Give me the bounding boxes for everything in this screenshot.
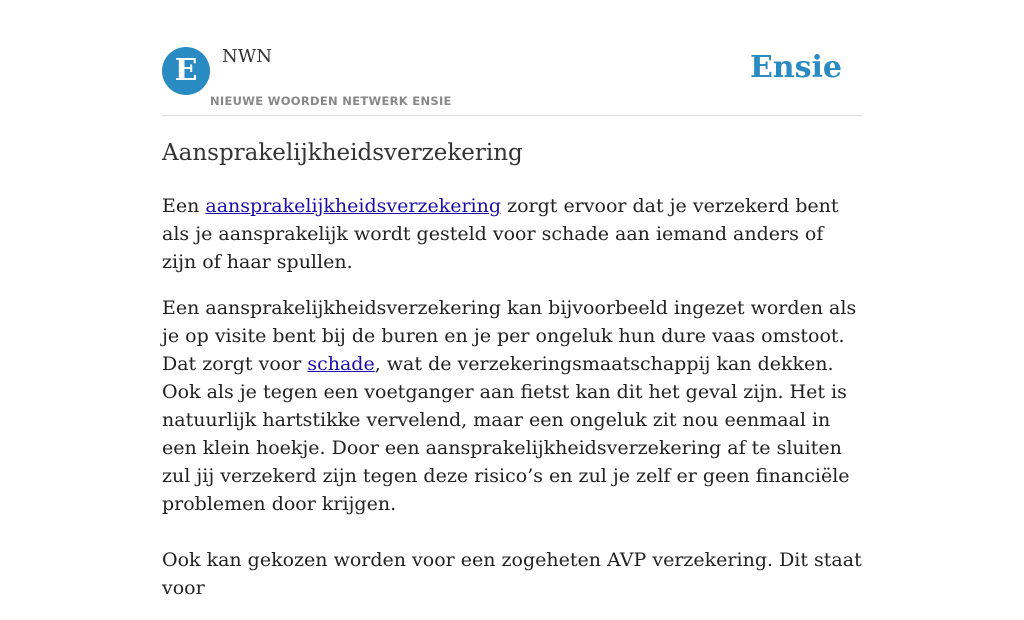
paragraph-text: , wat de verzekeringsmaatschappij kan dekken. Ook als je tegen een voetganger aan fietst kan dit het geval zijn. Het is natuurlijk hartstikke vervelend, maar een ongeluk zit nou eenmaal in een klein hoekje. Door een aansprakelijkheidsverzekering af te sluiten zul jij verzekerd zijn tegen deze risico’s en zul je zelf er geen financiële problemen door krijgen.	[162, 353, 850, 515]
site-header	[162, 0, 862, 116]
ensie-brand-link[interactable]: Ensie	[749, 50, 842, 85]
paragraph-1	[162, 192, 862, 276]
ensie-logo-icon[interactable]: E	[162, 47, 210, 95]
paragraph-text: Een aansprakelijkheidsverzekering kan bijvoorbeeld ingezet worden als je op visite bent bij de buren en je per ongeluk hun dure vaas omstoot. Dat zorgt voor	[162, 297, 857, 375]
paragraph-text: zorgt ervoor dat je verzekerd bent als je aansprakelijk wordt gesteld voor schade aan iemand anders of zijn of haar spullen.	[162, 195, 839, 273]
link-aansprakelijkheidsverzekering[interactable]: aansprakelijkheidsverzekering	[205, 195, 502, 217]
page	[162, 0, 862, 599]
paragraph-2	[162, 294, 862, 518]
paragraph-text: Een	[162, 195, 206, 217]
article-body	[162, 192, 862, 620]
link-schade[interactable]: schade	[307, 353, 375, 375]
site-tagline: NIEUWE WOORDEN NETWERK ENSIE	[210, 94, 452, 108]
page-title: Aansprakelijkheidsverzekering	[162, 140, 523, 166]
site-name[interactable]: NWN	[222, 46, 273, 67]
paragraph-3: Ook kan gekozen worden voor een zogeheten AVP verzekering. Dit staat voor	[162, 549, 862, 599]
